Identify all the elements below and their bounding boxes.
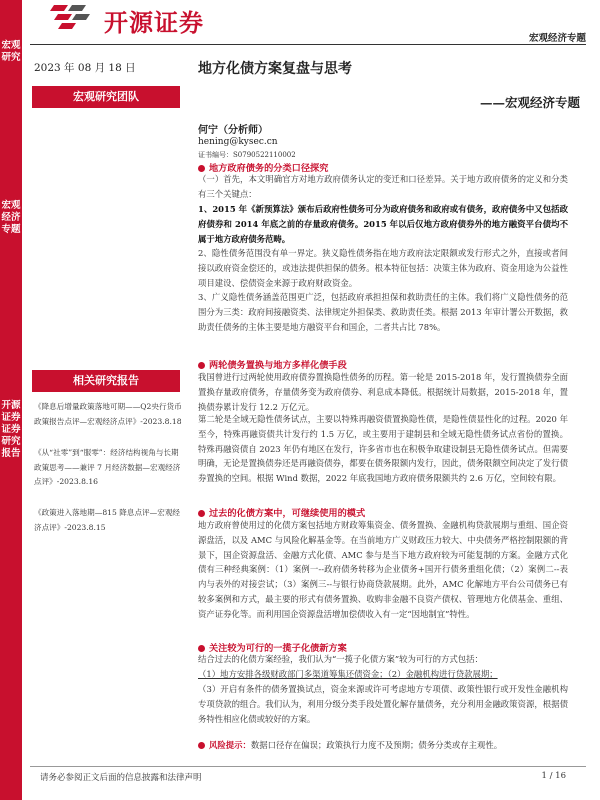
page-title: 地方化债方案复盘与思考 bbox=[198, 61, 352, 77]
section-paragraph: （一）首先，本文明确官方对地方政府债务认定的变迁和口径差异。关于地方政府债务的定义和分类有三个关键点： bbox=[198, 174, 568, 199]
section-paragraph: （1）地方安排各级财政部门多渠道筹集还债资金；（2）金融机构进行贷款展期； bbox=[198, 669, 498, 679]
report-date: 2023 年 08 月 18 日 bbox=[34, 62, 136, 74]
section-paragraph: 2、隐性债务范围没有单一界定。狭义隐性债务指在地方政府法定限额或发行形式之外，直接或者间接以政府资金偿还的，或违法提供担保的债务。根本特征包括：决策主体为政府、资金用途为公益性项目建设、偿债资金来源于政府财政资金。 bbox=[198, 248, 568, 288]
section-heading: 地方政府债务的分类口径探究 bbox=[198, 160, 328, 174]
section-paragraph: 第二轮是全域无隐性债务试点，主要以特殊再融资债置换隐性债，是隐性债显性化的过程。2020 年至今，特殊再融资债共计发行约 1.5 万亿，或主要用于建制县和全域无隐性债务试点省份的置换。特殊再融资债自 2023 年仍有地区在发行，许多省市也在积极争取建设制县无隐性债务试点。但需要明确，无论是置换债券还是再融资债券，都要在债务限额内发行，因此，债务限额空间决定了发行债券置换的空间。根据 Wind 数据，2022 年底我国地方政府债务限额共约 2.6 万亿，空间较有限。 bbox=[198, 414, 569, 484]
section-paragraph: 1、2015 年《新预算法》颁布后政府性债务可分为政府债务和政府或有债务，政府债务中又包括政府债券和 2014 年底之前的存量政府债务。2015 年以后仅地方政府债券外的地方融资平台债均不属于地方政府债务范畴。 bbox=[198, 204, 568, 244]
related-report-item[interactable]: 《降息后增量政策落地可期——Q2央行货币政策报告点评—宏观经济点评》-2023.8.18 bbox=[34, 402, 182, 426]
bullet-icon bbox=[198, 510, 205, 517]
bullet-icon bbox=[198, 165, 205, 172]
left-side-strip bbox=[0, 0, 22, 800]
footer-divider bbox=[30, 766, 586, 767]
related-report-item[interactable]: 《从“社零”到“服零”：经济结构视角与长期政策思考——兼评 7 月经济数据—宏观经济点评》-2023.8.16 bbox=[34, 448, 181, 486]
section-heading: 两轮债务置换与地方多样化债手段 bbox=[198, 357, 347, 371]
brand-logo bbox=[40, 0, 240, 40]
logo-mark-icon bbox=[50, 3, 92, 33]
logo-text: 开源证券 bbox=[104, 9, 204, 37]
related-report-item[interactable]: 《政策进入落地期—815 降息点评—宏观经济点评》-2023.8.15 bbox=[34, 508, 180, 532]
section-paragraph: 结合过去的化债方案经验，我们认为“一揽子化债方案”较为可行的方式包括： bbox=[198, 654, 483, 664]
author-cert: 证书编号：S0790522110002 bbox=[198, 151, 296, 159]
bullet-icon bbox=[198, 645, 205, 652]
author-name: 何宁（分析师） bbox=[198, 125, 268, 136]
bullet-icon bbox=[198, 362, 205, 369]
section-paragraph: 地方政府曾使用过的化债方案包括地方财政筹集资金、债务置换、金融机构贷款展期与重组、国企资源盘活，以及 AMC 与风险化解基金等。在当前地方广义财政压力较大、中央债务严格控制限额的背景下，国企资源盘活、金融方式化债、AMC 参与是当下地方政府较为可能复制的方案。金融方式化债有三种经典案例：（1）案例一--政府债务转移为企业债务+国开行债务重组化债；（2）案例二--表内与表外的对接尝试；（3）案例三--与银行协商贷款展期。此外，AMC 化解地方平台公司债务已有较多案例和方式，最主要的形式有债务置换、收购非金融不良资产债权、管理地方化债基金、重组、资产证券化等。而利用国企资源盘活增加偿债收入有一定“因地制宜”特性。 bbox=[198, 520, 568, 619]
section-paragraph: （3）开启有条件的债务置换试点，资金来源或许可考虑地方专项债、政策性银行或开发性金融机构专项贷款的组合。我们认为，利用分级分类手段处置化解存量债务，充分利用金融政策资源，根据债务特性相应化债或较好的方案。 bbox=[198, 684, 568, 724]
footer-disclaimer: 请务必参阅正文后面的信息披露和法律声明 bbox=[40, 773, 202, 783]
team-box: 宏观研究团队 bbox=[32, 86, 180, 108]
header-divider bbox=[30, 44, 586, 45]
section-heading: 关注较为可行的一揽子化债新方案 bbox=[198, 640, 347, 654]
strip-bottom-label: 开源证券 证券研究报告 bbox=[1, 400, 21, 459]
bullet-icon bbox=[198, 742, 205, 749]
page-number: 1 / 16 bbox=[541, 771, 566, 781]
strip-mid-label: 宏观经济专题 bbox=[1, 200, 21, 235]
section-paragraph: 我国曾进行过两轮使用政府债券置换隐性债务的历程。第一轮是 2015-2018 年，发行置换债券全面置换存量政府债务，存量债务变为政府债券、利息成本降低。根据统计局数据，2015-2018 年，置换债券累计发行 12.2 万亿元。 bbox=[198, 372, 568, 412]
strip-top-label: 宏观研究 bbox=[1, 40, 21, 63]
page-subtitle: ——宏观经济专题 bbox=[479, 95, 580, 110]
section-paragraph: 3、广义隐性债务涵盖范围更广泛，包括政府承担担保和救助责任的主体。我们将广义隐性债务的范围分为三类：政府间接融资类、法律规定外担保类、救助责任类。根据 2013 年审计署公开数据，救助责任债务的主体主要是地方融资平台和国企，二者共占比 78%。 bbox=[198, 292, 569, 332]
author-email[interactable]: hening@kysec.cn bbox=[198, 137, 278, 147]
risk-text: 数据口径存在偏误；政策执行力度不及预期；债务分类或存主观性。 bbox=[250, 740, 503, 750]
risk-label: 风险提示： bbox=[209, 740, 251, 750]
header-section-label: 宏观经济专题 bbox=[528, 33, 586, 44]
section-heading: 过去的化债方案中，可继续使用的模式 bbox=[198, 505, 365, 519]
risk-note bbox=[198, 738, 568, 753]
related-reports-box: 相关研究报告 bbox=[32, 370, 180, 392]
